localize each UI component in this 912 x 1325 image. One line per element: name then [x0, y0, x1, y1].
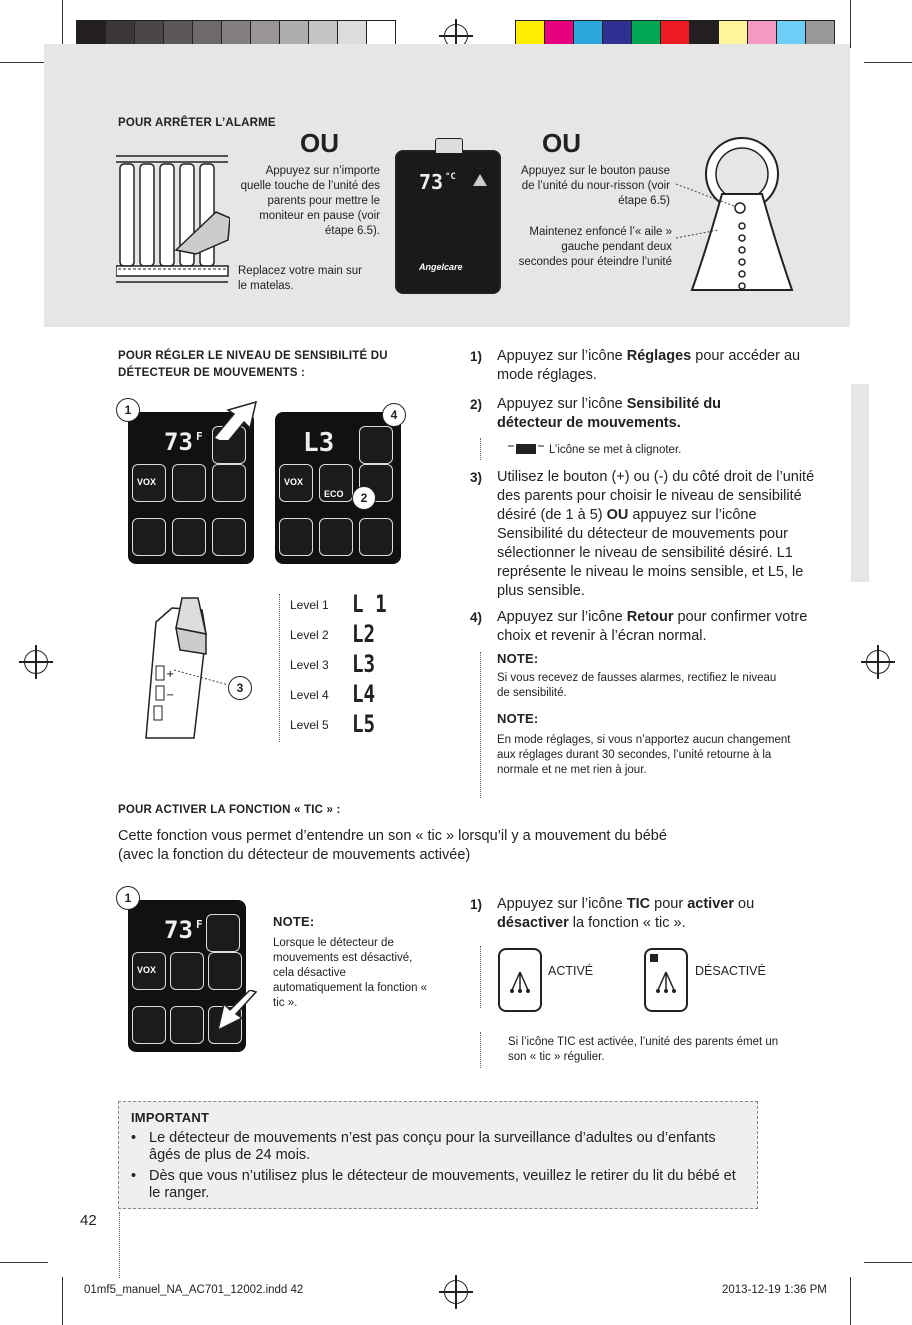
dotted-divider [480, 652, 481, 798]
tic-intro-line2: (avec la fonction du détecteur de mouvements activée) [118, 847, 471, 863]
step-text-pre: Utilisez le bouton (+) ou (-) du côté droit de l’unité des parents pour choisir le niveau de sensibilité désiré (de 1 à 5) [497, 469, 815, 523]
crop-mark [0, 62, 48, 63]
vox-label: VOX [137, 477, 157, 487]
bullet-icon: • [131, 1168, 137, 1184]
sensor-pad-icon[interactable] [172, 518, 206, 556]
step-number: 2) [470, 397, 483, 412]
speaker-icon[interactable] [132, 518, 166, 556]
step-badge: 1 [116, 398, 140, 422]
sensitivity-title-line2: DÉTECTEUR DE MOUVEMENTS : [118, 367, 306, 379]
level-label: Level 1 [290, 598, 329, 612]
section-tab [851, 384, 869, 582]
step-number: 3) [470, 470, 483, 485]
sensitivity-title-line1: POUR RÉGLER LE NIVEAU DE SENSIBILITÉ DU [118, 350, 388, 362]
step-text [497, 468, 823, 601]
temperature-mode-icon[interactable] [212, 464, 246, 502]
step-text-pre: Appuyez sur l’icône [497, 396, 627, 412]
tic-icon[interactable] [212, 518, 246, 556]
pause-icon[interactable] [359, 518, 393, 556]
press-any-key-text: Appuyez sur n’importe quelle touche de l’unité des parents pour mettre le moniteur en pause (voir étape 6.5). [240, 165, 380, 237]
step-text-pre: Appuyez sur l’icône [497, 348, 627, 364]
crop-mark [62, 1277, 63, 1325]
vox-label: VOX [137, 965, 157, 975]
temperature-mode-icon[interactable] [208, 952, 242, 990]
nightlight-icon[interactable] [172, 464, 206, 502]
tic-active-label: ACTIVÉ [548, 964, 594, 978]
crop-mark [0, 1262, 48, 1263]
tic-active-icon [498, 948, 542, 1012]
device-temp-unit: °C [445, 172, 456, 182]
warning-icon [473, 174, 487, 186]
note-text: Lorsque le détecteur de mouvements est désactivé, cela désactive automatiquement la fonction « tic ». [273, 937, 428, 1009]
vox-key[interactable] [279, 464, 313, 502]
step-text [497, 608, 823, 646]
level-label: Level 2 [290, 628, 329, 642]
step-text-bold: Retour [626, 609, 674, 625]
level-lcd-glyph: L2 [352, 620, 376, 648]
important-bullet: Le détecteur de mouvements n’est pas conçu pour la surveillance d’adultes ou d’enfants âgés de plus de 24 mois. [149, 1130, 716, 1163]
parent-unit-illustration [395, 150, 501, 294]
step-text-bold: désactiver [497, 915, 569, 931]
vox-label: VOX [284, 477, 304, 487]
lcd-temp-unit: F [196, 918, 203, 931]
step-text-mid: ou [733, 896, 755, 912]
antenna-icon [435, 138, 463, 153]
press-pause-text: Appuyez sur le bouton pause de l’unité du nour-risson (voir étape 6.5) [521, 165, 670, 207]
svg-text:+: + [166, 669, 175, 680]
brand-logo: Angelcare [419, 262, 463, 272]
replace-hand-text: Replacez votre main sur le matelas. [238, 265, 362, 292]
dotted-divider [119, 1212, 120, 1278]
nursery-unit-illustration [672, 134, 802, 292]
device-temperature: 73 [419, 170, 444, 194]
crop-mark [850, 1277, 851, 1325]
step-text-pre: Appuyez sur l’icône [497, 896, 627, 912]
eco-key[interactable] [319, 464, 353, 502]
dotted-divider [279, 594, 280, 742]
battery-icon[interactable] [359, 426, 393, 464]
footer-filename: 01mf5_manuel_NA_AC701_12002.indd 42 [84, 1284, 304, 1296]
step-badge: 3 [228, 676, 252, 700]
step-badge: 1 [116, 886, 140, 910]
parent-unit-screen-2 [275, 412, 401, 564]
level-label: Level 4 [290, 688, 329, 702]
crop-mark [850, 0, 851, 48]
registration-mark-icon [24, 650, 48, 674]
step-text-post: pour confirmer votre choix et revenir à l’écran normal. [497, 609, 808, 644]
registration-mark-icon [444, 1280, 468, 1304]
step-text [497, 395, 777, 433]
level-label: Level 5 [290, 718, 329, 732]
crib-hand-illustration [116, 152, 230, 290]
footer-datetime: 2013-12-19 1:36 PM [722, 1284, 827, 1296]
level-lcd-glyph: L4 [352, 680, 376, 708]
dotted-divider [480, 438, 481, 460]
bullet-icon: • [131, 1130, 137, 1146]
registration-mark-icon [866, 650, 890, 674]
level-lcd-glyph: L3 [352, 650, 376, 678]
sound-icon[interactable] [279, 518, 313, 556]
ou-label: OU [300, 128, 339, 158]
note-text: En mode réglages, si vous n’apportez aucun changement aux réglages durant 30 secondes, l’unité retourne à la normale et ne met rien à jour. [497, 734, 791, 776]
settings-gear-icon[interactable] [206, 914, 240, 952]
note-title: NOTE: [497, 711, 539, 726]
tic-title: POUR ACTIVER LA FONCTION « TIC » : [118, 804, 341, 816]
important-box [118, 1101, 758, 1209]
step-number: 1) [470, 349, 483, 364]
note-text: Si vous recevez de fausses alarmes, rectifiez le niveau de sensibilité. [497, 672, 777, 699]
note-title: NOTE: [273, 914, 315, 929]
pointer-arrow-icon [216, 990, 260, 1032]
tic-footnote: Si l’icône TIC est activée, l’unité des parents émet un son « tic » régulier. [508, 1036, 779, 1063]
nightlight-icon[interactable] [170, 952, 204, 990]
blink-note: L’icône se met à clignoter. [549, 444, 682, 456]
crop-mark [864, 62, 912, 63]
step-text-bold: TIC [626, 896, 651, 912]
step-text-pre: Appuyez sur l’icône [497, 609, 627, 625]
lcd-temp-unit: F [196, 430, 203, 443]
important-bullet: Dès que vous n’utilisez plus le détecteur de mouvements, veuillez le retirer du lit du bébé et le ranger. [149, 1168, 736, 1201]
step-text-post: appuyez sur l’icône Sensibilité du détecteur de mouvements pour sélectionner le niveau de sensibilité désiré. L1 représente le niveau le moins sensible, et L5, le plus sensible. [497, 507, 804, 599]
dotted-divider [480, 1032, 481, 1068]
step-text-post: la fonction « tic ». [568, 915, 686, 931]
step-text-mid: pour [650, 896, 688, 912]
level-lcd-glyph: L 1 [352, 590, 387, 618]
step-text [497, 347, 823, 385]
tic-inactive-label: DÉSACTIVÉ [695, 964, 766, 978]
svg-text:−: − [166, 690, 175, 701]
vox-key[interactable] [132, 952, 166, 990]
lcd-temperature: 73 [164, 428, 193, 456]
eco-label: ECO [324, 489, 344, 499]
tic-intro-line1: Cette fonction vous permet d’entendre un son « tic » lorsqu’il y a mouvement du bébé [118, 828, 667, 844]
ou-label: OU [542, 128, 581, 158]
step-text-bold: activer [687, 896, 734, 912]
step-badge: 2 [352, 486, 376, 510]
hold-wing-text: Maintenez enfoncé l’« aile » gauche pendant deux secondes pour éteindre l’unité [518, 226, 672, 268]
step-number: 1) [470, 897, 483, 912]
level-lcd-glyph: L5 [352, 710, 376, 738]
step-text [497, 895, 797, 933]
parent-unit-side-view [136, 594, 226, 740]
lcd-temperature: 73 [164, 916, 193, 944]
step-badge: 4 [382, 403, 406, 427]
speaker-icon[interactable] [132, 1006, 166, 1044]
note-title: NOTE: [497, 651, 539, 666]
important-title: IMPORTANT [131, 1110, 210, 1125]
vox-key[interactable] [132, 464, 166, 502]
stop-alarm-title: POUR ARRÊTER L’ALARME [118, 117, 276, 129]
step-text-bold: Sensibilité du détecteur de mouvements. [497, 396, 722, 431]
crop-mark [864, 1262, 912, 1263]
step-text-bold: Réglages [626, 348, 692, 364]
dotted-divider [480, 946, 481, 1008]
sensitivity-icon[interactable] [319, 518, 353, 556]
lcd-level: L3 [303, 428, 335, 458]
pointer-arrow-icon [212, 400, 262, 440]
crop-mark [62, 0, 63, 48]
sensor-pad-icon[interactable] [170, 1006, 204, 1044]
step-text-post: pour accéder au mode réglages. [497, 348, 801, 383]
tic-inactive-icon [644, 948, 688, 1012]
level-label: Level 3 [290, 658, 329, 672]
step-text-bold: OU [606, 507, 629, 523]
sensor-blink-icon [508, 440, 546, 458]
page-number: 42 [80, 1212, 97, 1229]
step-number: 4) [470, 610, 483, 625]
